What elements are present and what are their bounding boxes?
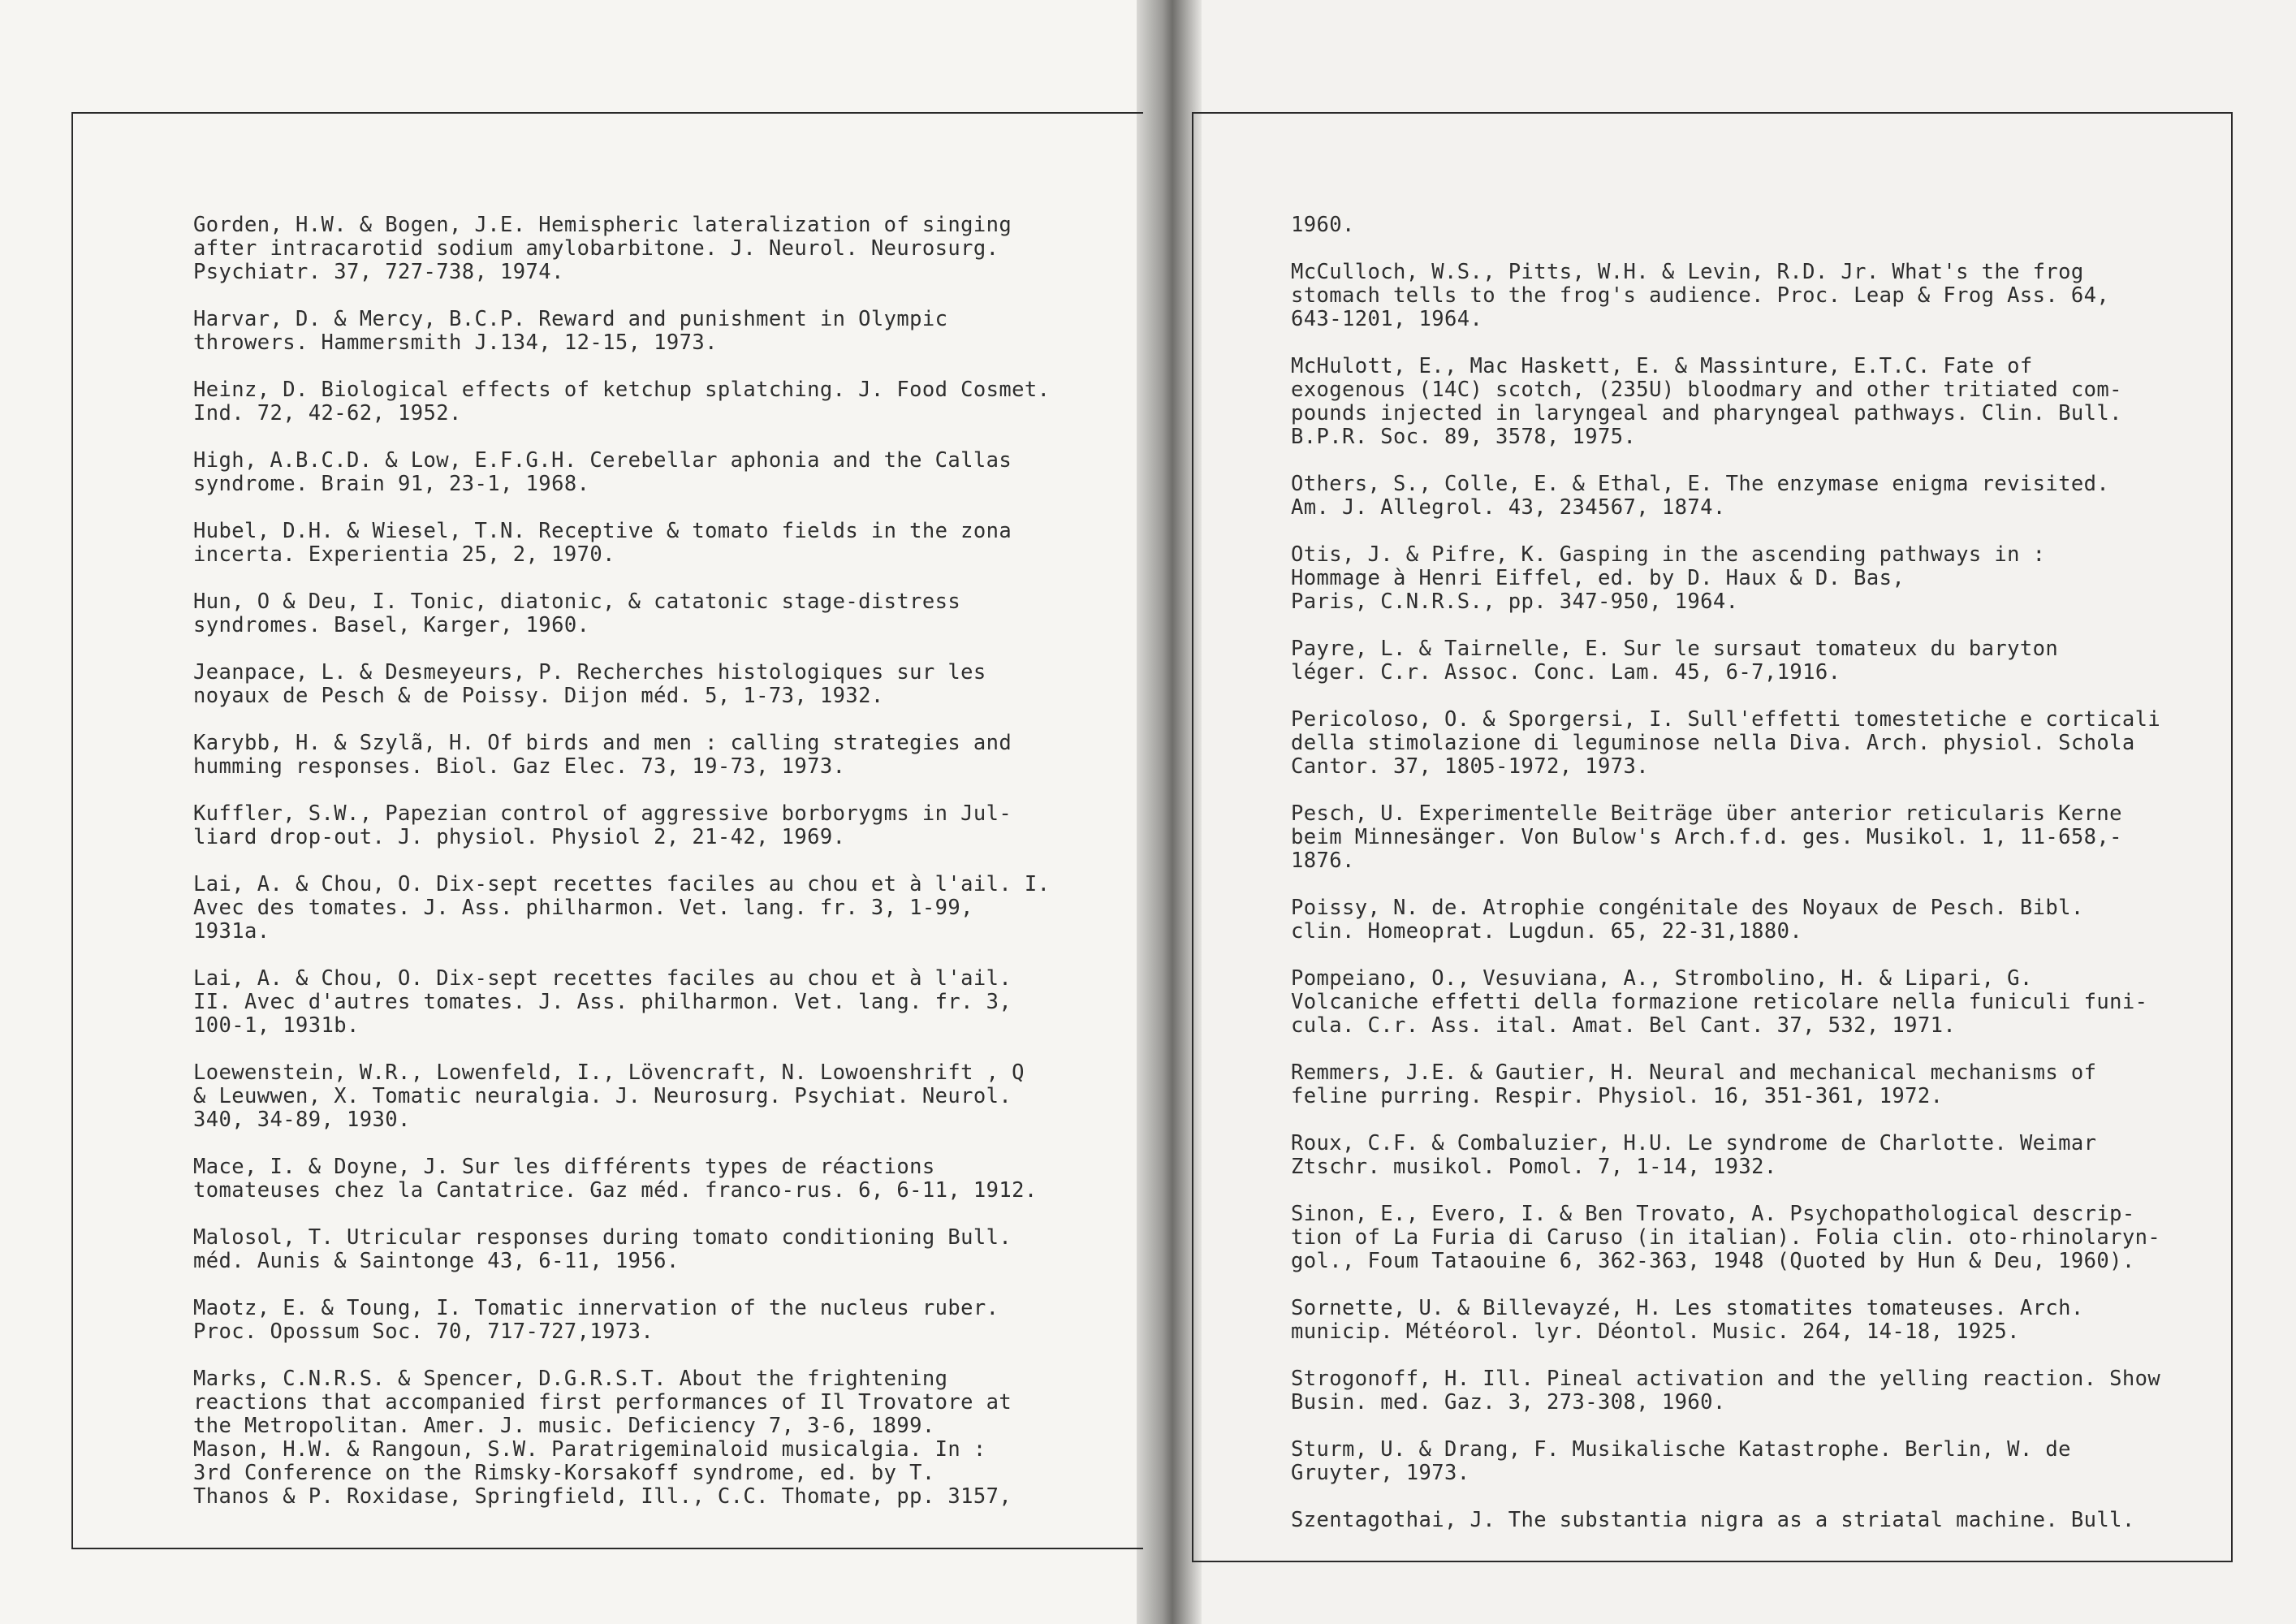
reference-entry — [193, 1155, 1127, 1203]
reference-line: Ind. 72, 42-62, 1952. — [193, 401, 462, 425]
reference-line: Lai, A. & Chou, O. Dix-sept recettes faciles au chou et à l'ail. — [193, 966, 1012, 991]
reference-line: 3rd Conference on the Rimsky-Korsakoff syndrome, ed. by T. — [193, 1461, 935, 1485]
left-reference-list — [193, 214, 1127, 1532]
reference-entry — [193, 308, 1127, 355]
reference-line: Harvar, D. & Mercy, B.C.P. Reward and punishment in Olympic — [193, 307, 948, 331]
reference-line: Karybb, H. & Szylã, H. Of birds and men : calling strategies and — [193, 731, 1012, 755]
reference-line: Mace, I. & Doyne, J. Sur les différents types de réactions — [193, 1155, 935, 1179]
reference-line: Busin. med. Gaz. 3, 273-308, 1960. — [1291, 1390, 1726, 1415]
reference-line: stomach tells to the frog's audience. Proc. Leap & Frog Ass. 64, — [1291, 283, 2110, 308]
reference-line: méd. Aunis & Saintonge 43, 6-11, 1956. — [193, 1249, 680, 1273]
reference-line: tion of La Furia di Caruso (in italian). Folia clin. oto-rhinolaryn- — [1291, 1225, 2161, 1250]
reference-entry — [1291, 1367, 2216, 1415]
reference-line: feline purring. Respir. Physiol. 16, 351-361, 1972. — [1291, 1084, 1944, 1108]
reference-entry — [193, 873, 1127, 944]
reference-entry — [193, 967, 1127, 1038]
reference-line: Maotz, E. & Toung, I. Tomatic innervation of the nucleus ruber. — [193, 1296, 999, 1320]
reference-line: Others, S., Colle, E. & Ethal, E. The enzymase enigma revisited. — [1291, 472, 2110, 496]
reference-entry — [1291, 473, 2216, 520]
reference-entry — [1291, 355, 2216, 449]
reference-entry — [193, 590, 1127, 637]
reference-line: della stimolazione di leguminose nella Diva. Arch. physiol. Schola — [1291, 731, 2135, 755]
reference-line: after intracarotid sodium amylobarbitone. J. Neurol. Neurosurg. — [193, 236, 999, 261]
reference-line: reactions that accompanied first performances of Il Trovatore at — [193, 1390, 1012, 1415]
right-reference-list — [1291, 214, 2216, 1556]
reference-entry — [193, 802, 1127, 849]
reference-line: cula. C.r. Ass. ital. Amat. Bel Cant. 37, 532, 1971. — [1291, 1013, 1957, 1038]
reference-line: Gorden, H.W. & Bogen, J.E. Hemispheric lateralization of singing — [193, 214, 1012, 237]
reference-entry — [193, 1061, 1127, 1132]
reference-line: & Leuwwen, X. Tomatic neuralgia. J. Neurosurg. Psychiat. Neurol. — [193, 1084, 1012, 1108]
reference-line: Avec des tomates. J. Ass. philharmon. Vet. lang. fr. 3, 1-99, — [193, 896, 973, 920]
reference-line: exogenous (14C) scotch, (235U) bloodmary and other tritiated com- — [1291, 378, 2122, 402]
reference-line: Cantor. 37, 1805-1972, 1973. — [1291, 754, 1650, 779]
reference-line: Payre, L. & Tairnelle, E. Sur le sursaut tomateux du baryton — [1291, 637, 2059, 661]
reference-line: beim Minnesänger. Von Bulow's Arch.f.d. ges. Musikol. 1, 11-658,- — [1291, 825, 2122, 849]
reference-line: McHulott, E., Mac Haskett, E. & Massinture, E.T.C. Fate of — [1291, 354, 2033, 378]
reference-line: Loewenstein, W.R., Lowenfeld, I., Lövencraft, N. Lowoenshrift , Q — [193, 1060, 1025, 1085]
reference-line: throwers. Hammersmith J.134, 12-15, 1973. — [193, 330, 718, 355]
reference-line: Sornette, U. & Billevayzé, H. Les stomatites tomateuses. Arch. — [1291, 1296, 2084, 1320]
reference-entry — [1291, 637, 2216, 685]
reference-entry — [193, 1367, 1127, 1438]
reference-entry — [193, 732, 1127, 779]
reference-line: 1960. — [1291, 214, 1355, 237]
reference-entry — [193, 449, 1127, 496]
reference-entry — [193, 1297, 1127, 1344]
reference-line: tomateuses chez la Cantatrice. Gaz méd. franco-rus. 6, 6-11, 1912. — [193, 1178, 1038, 1203]
reference-line: municip. Météorol. lyr. Déontol. Music. 264, 14-18, 1925. — [1291, 1320, 2020, 1344]
reference-line: Strogonoff, H. Ill. Pineal activation and the yelling reaction. Show — [1291, 1367, 2161, 1391]
reference-line: Gruyter, 1973. — [1291, 1461, 1470, 1485]
reference-entry — [193, 214, 1127, 284]
reference-line: 340, 34-89, 1930. — [193, 1108, 411, 1132]
reference-line: Sturm, U. & Drang, F. Musikalische Katastrophe. Berlin, W. de — [1291, 1437, 2071, 1462]
reference-entry — [1291, 708, 2216, 779]
reference-line: Szentagothai, J. The substantia nigra as a striatal machine. Bull. — [1291, 1508, 2135, 1532]
reference-line: Hun, O & Deu, I. Tonic, diatonic, & catatonic stage-distress — [193, 590, 961, 614]
reference-line: Roux, C.F. & Combaluzier, H.U. Le syndrome de Charlotte. Weimar — [1291, 1131, 2097, 1155]
reference-entry — [1291, 214, 2216, 237]
reference-line: Jeanpace, L. & Desmeyeurs, P. Recherches histologiques sur les — [193, 660, 986, 685]
reference-line: 1931a. — [193, 919, 270, 944]
reference-line: 643-1201, 1964. — [1291, 307, 1483, 331]
reference-entry — [1291, 543, 2216, 614]
reference-line: Remmers, J.E. & Gautier, H. Neural and mechanical mechanisms of — [1291, 1060, 2097, 1085]
reference-line: Poissy, N. de. Atrophie congénitale des Noyaux de Pesch. Bibl. — [1291, 896, 2084, 920]
reference-line: Otis, J. & Pifre, K. Gasping in the ascending pathways in : — [1291, 542, 2046, 567]
reference-line: incerta. Experientia 25, 2, 1970. — [193, 542, 615, 567]
reference-line: Kuffler, S.W., Papezian control of aggressive borborygms in Jul- — [193, 801, 1012, 826]
reference-line: Hommage à Henri Eiffel, ed. by D. Haux & D. Bas, — [1291, 566, 1905, 590]
reference-line: humming responses. Biol. Gaz Elec. 73, 19-73, 1973. — [193, 754, 846, 779]
reference-entry — [193, 520, 1127, 567]
reference-line: 100-1, 1931b. — [193, 1013, 360, 1038]
reference-line: Am. J. Allegrol. 43, 234567, 1874. — [1291, 495, 1726, 520]
reference-entry — [193, 1226, 1127, 1273]
reference-line: Sinon, E., Evero, I. & Ben Trovato, A. Psychopathological descrip- — [1291, 1202, 2135, 1226]
reference-entry — [1291, 967, 2216, 1038]
reference-line: II. Avec d'autres tomates. J. Ass. philharmon. Vet. lang. fr. 3, — [193, 990, 1012, 1014]
reference-entry — [1291, 1132, 2216, 1179]
reference-line: Ztschr. musikol. Pomol. 7, 1-14, 1932. — [1291, 1155, 1777, 1179]
reference-entry — [1291, 261, 2216, 331]
reference-line: clin. Homeoprat. Lugdun. 65, 22-31,1880. — [1291, 919, 1803, 944]
reference-line: McCulloch, W.S., Pitts, W.H. & Levin, R.D. Jr. What's the frog — [1291, 260, 2084, 284]
reference-entry — [193, 378, 1127, 425]
reference-entry — [1291, 1509, 2216, 1532]
reference-line: pounds injected in laryngeal and pharyngeal pathways. Clin. Bull. — [1291, 401, 2122, 425]
reference-line: 1876. — [1291, 849, 1355, 873]
reference-line: Mason, H.W. & Rangoun, S.W. Paratrigeminaloid musicalgia. In : — [193, 1437, 986, 1462]
reference-entry — [1291, 1297, 2216, 1344]
reference-entry — [1291, 896, 2216, 944]
reference-entry — [193, 1438, 1127, 1509]
reference-line: Psychiatr. 37, 727-738, 1974. — [193, 260, 564, 284]
reference-line: Pericoloso, O. & Sporgersi, I. Sull'effetti tomestetiche e corticali — [1291, 707, 2161, 732]
reference-line: Lai, A. & Chou, O. Dix-sept recettes faciles au chou et à l'ail. I. — [193, 872, 1051, 896]
reference-line: léger. C.r. Assoc. Conc. Lam. 45, 6-7,1916. — [1291, 660, 1841, 685]
reference-line: noyaux de Pesch & de Poissy. Dijon méd. 5, 1-73, 1932. — [193, 684, 884, 708]
reference-line: B.P.R. Soc. 89, 3578, 1975. — [1291, 425, 1637, 449]
reference-line: Pesch, U. Experimentelle Beiträge über anterior reticularis Kerne — [1291, 801, 2122, 826]
reference-line: Volcaniche effetti della formazione reticolare nella funiculi funi- — [1291, 990, 2148, 1014]
reference-entry — [1291, 802, 2216, 873]
reference-line: the Metropolitan. Amer. J. music. Deficiency 7, 3-6, 1899. — [193, 1414, 935, 1438]
reference-line: syndromes. Basel, Karger, 1960. — [193, 613, 590, 637]
reference-line: Pompeiano, O., Vesuviana, A., Strombolino, H. & Lipari, G. — [1291, 966, 2033, 991]
reference-line: Paris, C.N.R.S., pp. 347-950, 1964. — [1291, 590, 1739, 614]
reference-line: Heinz, D. Biological effects of ketchup splatching. J. Food Cosmet. — [193, 378, 1051, 402]
reference-line: Proc. Opossum Soc. 70, 717-727,1973. — [193, 1320, 654, 1344]
reference-line: Malosol, T. Utricular responses during tomato conditioning Bull. — [193, 1225, 1012, 1250]
reference-entry — [1291, 1438, 2216, 1485]
reference-line: Thanos & P. Roxidase, Springfield, Ill., C.C. Thomate, pp. 3157, — [193, 1484, 1012, 1509]
reference-line: gol., Foum Tataouine 6, 362-363, 1948 (Quoted by Hun & Deu, 1960). — [1291, 1249, 2135, 1273]
reference-line: Marks, C.N.R.S. & Spencer, D.G.R.S.T. About the frightening — [193, 1367, 948, 1391]
reference-entry — [193, 661, 1127, 708]
reference-line: High, A.B.C.D. & Low, E.F.G.H. Cerebellar aphonia and the Callas — [193, 448, 1012, 473]
reference-entry — [1291, 1203, 2216, 1273]
reference-line: syndrome. Brain 91, 23-1, 1968. — [193, 472, 590, 496]
reference-entry — [1291, 1061, 2216, 1108]
reference-line: liard drop-out. J. physiol. Physiol 2, 21-42, 1969. — [193, 825, 846, 849]
reference-line: Hubel, D.H. & Wiesel, T.N. Receptive & tomato fields in the zona — [193, 519, 1012, 543]
